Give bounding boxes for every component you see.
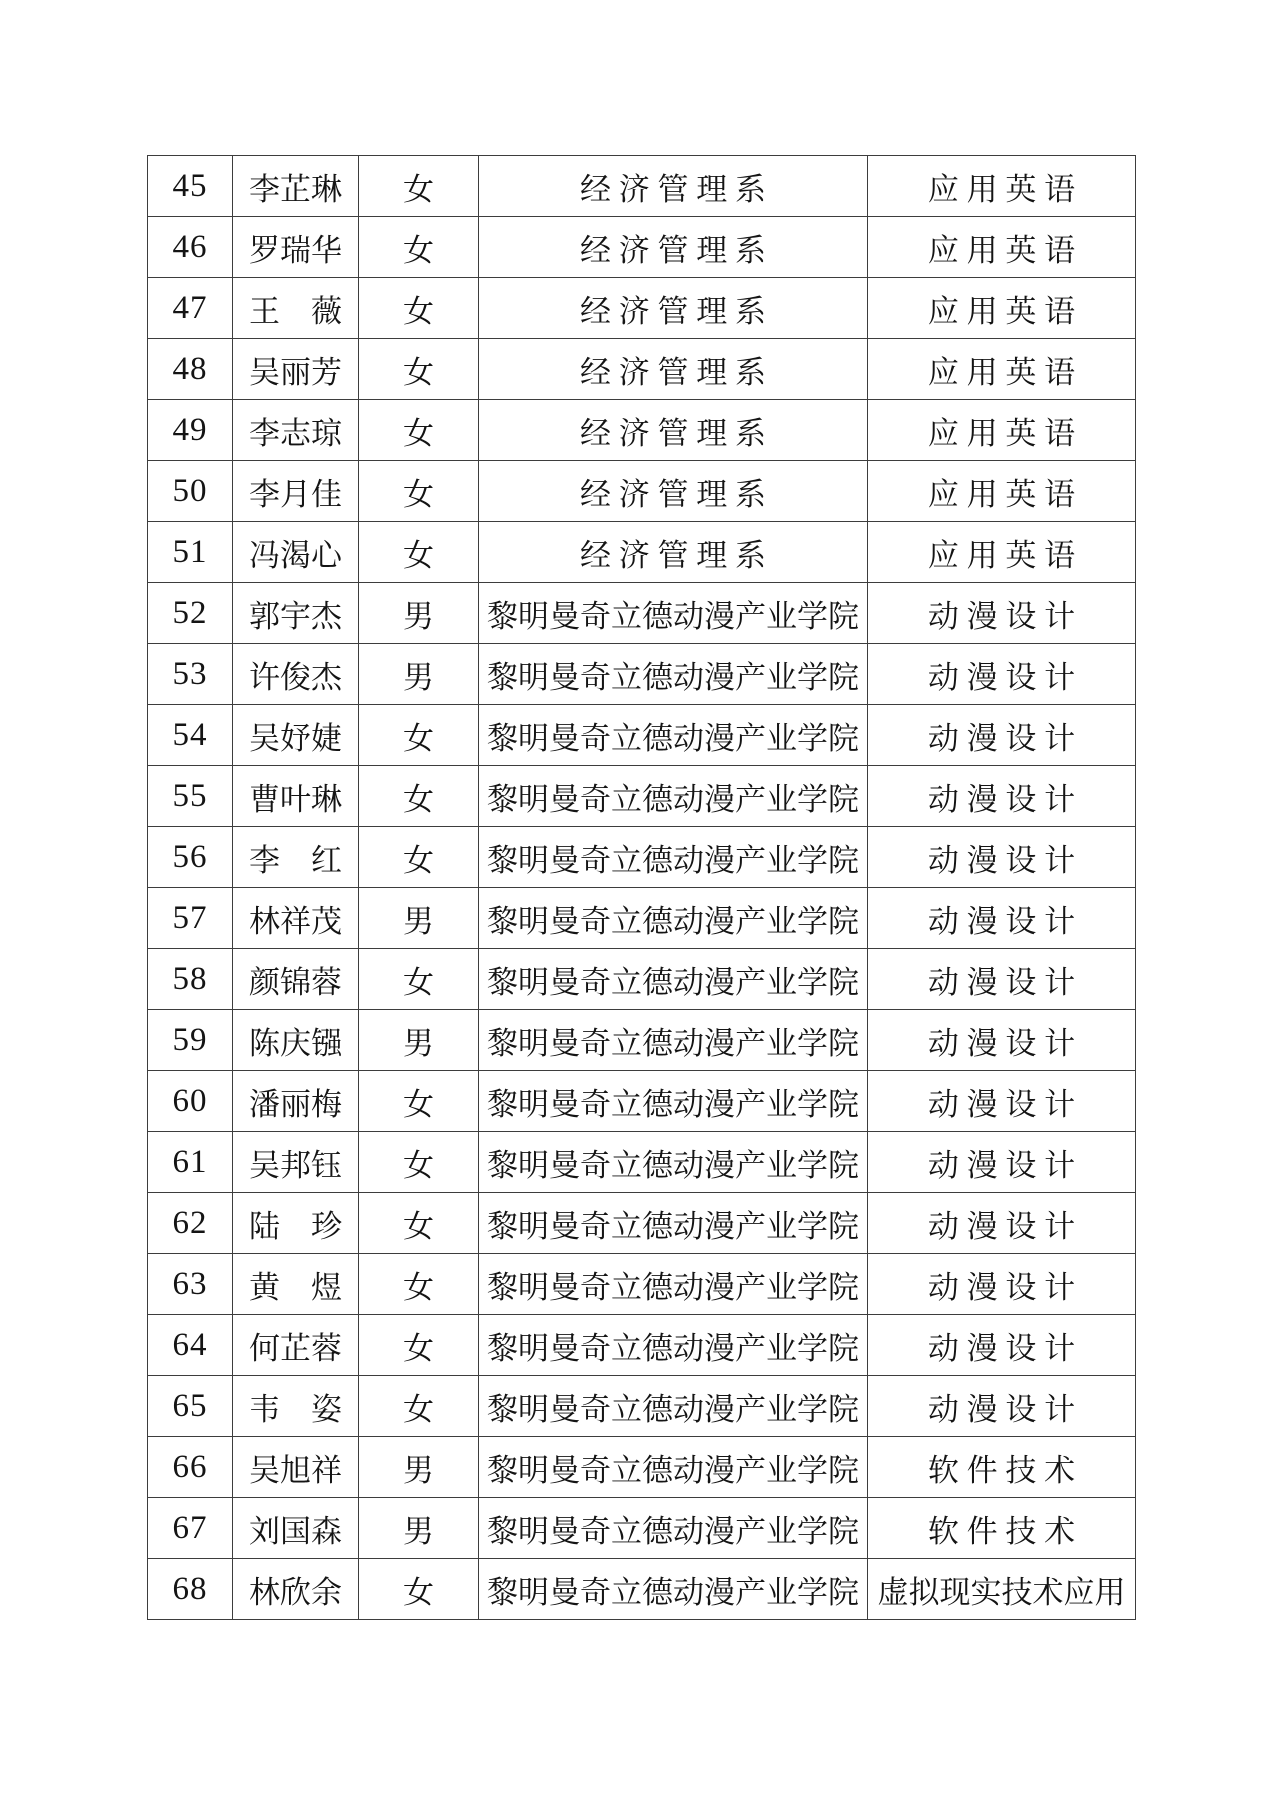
name-cell: 王 薇 xyxy=(233,278,359,339)
department-cell: 黎明曼奇立德动漫产业学院 xyxy=(479,766,868,827)
table-row xyxy=(148,1498,1136,1559)
name-cell: 何芷蓉 xyxy=(233,1315,359,1376)
row-number-cell: 49 xyxy=(148,400,233,461)
table-row xyxy=(148,583,1136,644)
gender-cell: 女 xyxy=(359,949,479,1010)
row-number-cell: 54 xyxy=(148,705,233,766)
department-cell: 黎明曼奇立德动漫产业学院 xyxy=(479,949,868,1010)
gender-cell: 女 xyxy=(359,1254,479,1315)
major-cell: 虚拟现实技术应用 xyxy=(868,1559,1136,1620)
department-cell: 黎明曼奇立德动漫产业学院 xyxy=(479,1559,868,1620)
department-cell: 经 济 管 理 系 xyxy=(479,156,868,217)
name-cell: 李志琼 xyxy=(233,400,359,461)
gender-cell: 女 xyxy=(359,1315,479,1376)
department-cell: 经 济 管 理 系 xyxy=(479,400,868,461)
name-cell: 林欣余 xyxy=(233,1559,359,1620)
major-cell: 动 漫 设 计 xyxy=(868,1010,1136,1071)
department-cell: 经 济 管 理 系 xyxy=(479,461,868,522)
department-cell: 黎明曼奇立德动漫产业学院 xyxy=(479,1071,868,1132)
major-cell: 动 漫 设 计 xyxy=(868,1376,1136,1437)
table-row xyxy=(148,461,1136,522)
table-row xyxy=(148,1376,1136,1437)
major-cell: 动 漫 设 计 xyxy=(868,1254,1136,1315)
major-cell: 应 用 英 语 xyxy=(868,156,1136,217)
student-roster-body xyxy=(148,156,1136,1620)
gender-cell: 女 xyxy=(359,766,479,827)
table-row xyxy=(148,156,1136,217)
name-cell: 颜锦蓉 xyxy=(233,949,359,1010)
row-number-cell: 47 xyxy=(148,278,233,339)
table-row xyxy=(148,644,1136,705)
name-cell: 李 红 xyxy=(233,827,359,888)
department-cell: 经 济 管 理 系 xyxy=(479,278,868,339)
gender-cell: 男 xyxy=(359,1498,479,1559)
row-number-cell: 63 xyxy=(148,1254,233,1315)
name-cell: 林祥茂 xyxy=(233,888,359,949)
department-cell: 经 济 管 理 系 xyxy=(479,217,868,278)
table-row xyxy=(148,1010,1136,1071)
gender-cell: 女 xyxy=(359,1132,479,1193)
row-number-cell: 68 xyxy=(148,1559,233,1620)
table-row xyxy=(148,400,1136,461)
major-cell: 动 漫 设 计 xyxy=(868,583,1136,644)
gender-cell: 女 xyxy=(359,1193,479,1254)
table-row xyxy=(148,766,1136,827)
name-cell: 黄 煜 xyxy=(233,1254,359,1315)
department-cell: 黎明曼奇立德动漫产业学院 xyxy=(479,888,868,949)
row-number-cell: 65 xyxy=(148,1376,233,1437)
name-cell: 吴邦钰 xyxy=(233,1132,359,1193)
row-number-cell: 46 xyxy=(148,217,233,278)
major-cell: 动 漫 设 计 xyxy=(868,1315,1136,1376)
table-row xyxy=(148,1193,1136,1254)
table-row xyxy=(148,888,1136,949)
major-cell: 应 用 英 语 xyxy=(868,217,1136,278)
major-cell: 软 件 技 术 xyxy=(868,1437,1136,1498)
major-cell: 动 漫 设 计 xyxy=(868,888,1136,949)
department-cell: 黎明曼奇立德动漫产业学院 xyxy=(479,1315,868,1376)
department-cell: 黎明曼奇立德动漫产业学院 xyxy=(479,1132,868,1193)
major-cell: 动 漫 设 计 xyxy=(868,827,1136,888)
row-number-cell: 58 xyxy=(148,949,233,1010)
table-row xyxy=(148,1254,1136,1315)
table-row xyxy=(148,1315,1136,1376)
row-number-cell: 64 xyxy=(148,1315,233,1376)
row-number-cell: 60 xyxy=(148,1071,233,1132)
name-cell: 李月佳 xyxy=(233,461,359,522)
name-cell: 冯渴心 xyxy=(233,522,359,583)
row-number-cell: 53 xyxy=(148,644,233,705)
gender-cell: 男 xyxy=(359,888,479,949)
row-number-cell: 52 xyxy=(148,583,233,644)
department-cell: 黎明曼奇立德动漫产业学院 xyxy=(479,1193,868,1254)
department-cell: 黎明曼奇立德动漫产业学院 xyxy=(479,1376,868,1437)
department-cell: 黎明曼奇立德动漫产业学院 xyxy=(479,705,868,766)
department-cell: 黎明曼奇立德动漫产业学院 xyxy=(479,1010,868,1071)
row-number-cell: 66 xyxy=(148,1437,233,1498)
name-cell: 许俊杰 xyxy=(233,644,359,705)
name-cell: 陈庆镪 xyxy=(233,1010,359,1071)
table-row xyxy=(148,1559,1136,1620)
department-cell: 经 济 管 理 系 xyxy=(479,339,868,400)
row-number-cell: 62 xyxy=(148,1193,233,1254)
table-row xyxy=(148,949,1136,1010)
name-cell: 吴旭祥 xyxy=(233,1437,359,1498)
name-cell: 罗瑞华 xyxy=(233,217,359,278)
row-number-cell: 55 xyxy=(148,766,233,827)
name-cell: 吴丽芳 xyxy=(233,339,359,400)
row-number-cell: 59 xyxy=(148,1010,233,1071)
department-cell: 黎明曼奇立德动漫产业学院 xyxy=(479,1254,868,1315)
major-cell: 动 漫 设 计 xyxy=(868,705,1136,766)
major-cell: 软 件 技 术 xyxy=(868,1498,1136,1559)
table-row xyxy=(148,705,1136,766)
name-cell: 韦 姿 xyxy=(233,1376,359,1437)
name-cell: 陆 珍 xyxy=(233,1193,359,1254)
department-cell: 黎明曼奇立德动漫产业学院 xyxy=(479,827,868,888)
gender-cell: 女 xyxy=(359,522,479,583)
name-cell: 李芷琳 xyxy=(233,156,359,217)
department-cell: 黎明曼奇立德动漫产业学院 xyxy=(479,1437,868,1498)
gender-cell: 男 xyxy=(359,583,479,644)
row-number-cell: 56 xyxy=(148,827,233,888)
table-row xyxy=(148,217,1136,278)
student-roster-table xyxy=(147,155,1136,1620)
major-cell: 应 用 英 语 xyxy=(868,278,1136,339)
major-cell: 应 用 英 语 xyxy=(868,339,1136,400)
row-number-cell: 48 xyxy=(148,339,233,400)
name-cell: 潘丽梅 xyxy=(233,1071,359,1132)
row-number-cell: 51 xyxy=(148,522,233,583)
name-cell: 郭宇杰 xyxy=(233,583,359,644)
row-number-cell: 45 xyxy=(148,156,233,217)
table-row xyxy=(148,278,1136,339)
table-row xyxy=(148,1437,1136,1498)
table-row xyxy=(148,1132,1136,1193)
name-cell: 吴妤婕 xyxy=(233,705,359,766)
row-number-cell: 61 xyxy=(148,1132,233,1193)
major-cell: 动 漫 设 计 xyxy=(868,766,1136,827)
gender-cell: 女 xyxy=(359,827,479,888)
gender-cell: 男 xyxy=(359,1010,479,1071)
major-cell: 应 用 英 语 xyxy=(868,400,1136,461)
row-number-cell: 57 xyxy=(148,888,233,949)
gender-cell: 男 xyxy=(359,1437,479,1498)
table-row xyxy=(148,827,1136,888)
gender-cell: 女 xyxy=(359,400,479,461)
row-number-cell: 67 xyxy=(148,1498,233,1559)
gender-cell: 女 xyxy=(359,461,479,522)
department-cell: 黎明曼奇立德动漫产业学院 xyxy=(479,583,868,644)
gender-cell: 女 xyxy=(359,705,479,766)
gender-cell: 女 xyxy=(359,1376,479,1437)
department-cell: 经 济 管 理 系 xyxy=(479,522,868,583)
gender-cell: 女 xyxy=(359,1071,479,1132)
table-row xyxy=(148,339,1136,400)
gender-cell: 女 xyxy=(359,339,479,400)
gender-cell: 女 xyxy=(359,156,479,217)
gender-cell: 女 xyxy=(359,1559,479,1620)
table-row xyxy=(148,1071,1136,1132)
table-row xyxy=(148,522,1136,583)
major-cell: 应 用 英 语 xyxy=(868,461,1136,522)
major-cell: 动 漫 设 计 xyxy=(868,1132,1136,1193)
gender-cell: 男 xyxy=(359,644,479,705)
name-cell: 曹叶琳 xyxy=(233,766,359,827)
major-cell: 动 漫 设 计 xyxy=(868,1071,1136,1132)
major-cell: 动 漫 设 计 xyxy=(868,644,1136,705)
major-cell: 应 用 英 语 xyxy=(868,522,1136,583)
name-cell: 刘国森 xyxy=(233,1498,359,1559)
gender-cell: 女 xyxy=(359,278,479,339)
department-cell: 黎明曼奇立德动漫产业学院 xyxy=(479,1498,868,1559)
major-cell: 动 漫 设 计 xyxy=(868,1193,1136,1254)
major-cell: 动 漫 设 计 xyxy=(868,949,1136,1010)
row-number-cell: 50 xyxy=(148,461,233,522)
department-cell: 黎明曼奇立德动漫产业学院 xyxy=(479,644,868,705)
gender-cell: 女 xyxy=(359,217,479,278)
